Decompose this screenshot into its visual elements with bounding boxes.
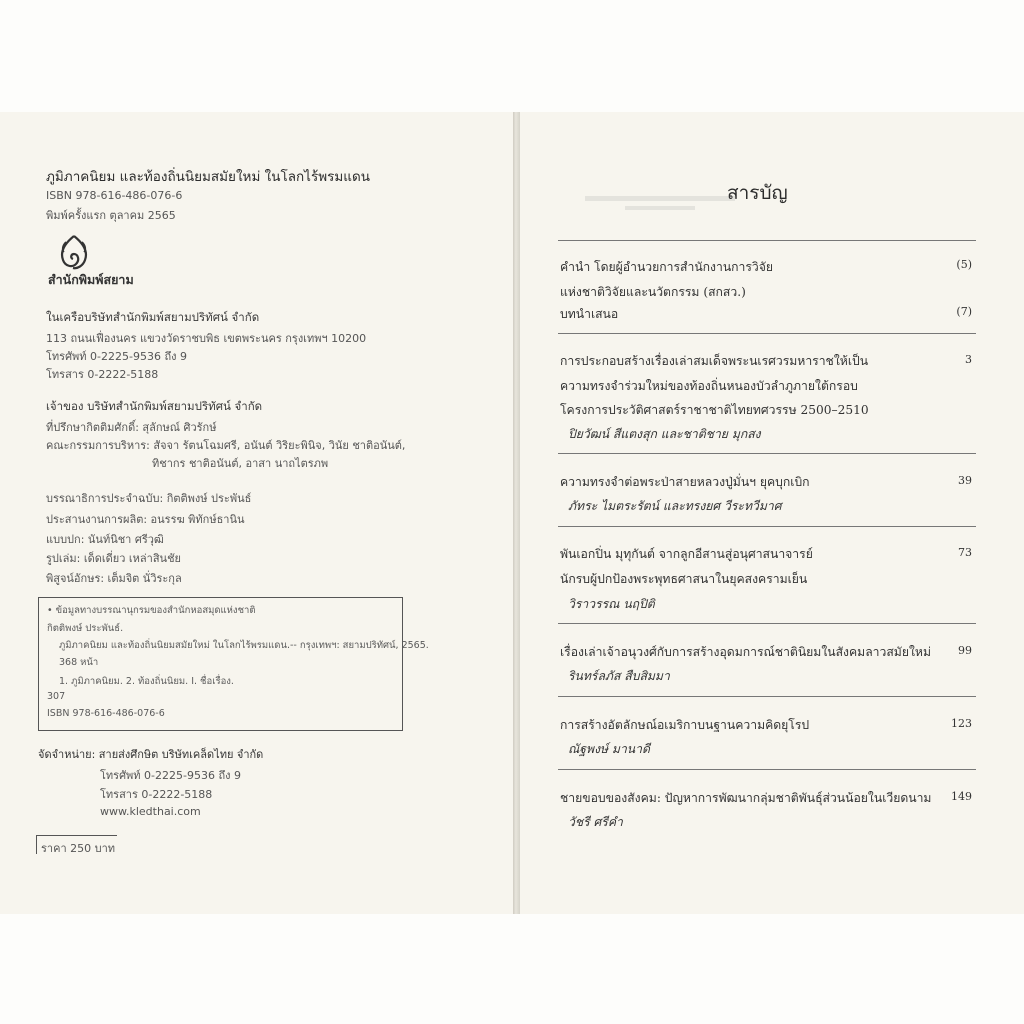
book-title: ภูมิภาคนิยม และท้องถิ่นนิยมสมัยใหม่ ในโลกไร้พรมแดน xyxy=(46,169,370,185)
toc-divider xyxy=(558,526,976,527)
edition: พิมพ์ครั้งแรก ตุลาคม 2565 xyxy=(46,209,176,222)
toc-entry-title-line: แห่งชาติวิจัยและนวัตกรรม (สกสว.) xyxy=(560,285,746,299)
price: ราคา 250 บาท xyxy=(41,842,116,855)
fax: โทรสาร 0-2222-5188 xyxy=(46,368,159,381)
committee-line-2: ทิชากร ชาติอนันต์, อาสา นาถไตรภพ xyxy=(152,457,329,470)
toc-entry-title-line: พันเอกปิ่น มุทุกันต์ จากลูกอีสานสู่อนุศาสนาจารย์ xyxy=(560,547,813,561)
layout-designer: รูปเล่ม: เด็ดเดี่ยว เหล่าสินชัย xyxy=(46,552,181,565)
editor: บรรณาธิการประจำฉบับ: กิตติพงษ์ ประพันธ์ xyxy=(46,492,252,505)
distributor-phone: โทรศัพท์ 0-2225-9536 ถึง 9 xyxy=(100,769,241,782)
distributor: จัดจำหน่าย: สายส่งศึกษิต บริษัทเคล็ดไทย จำกัด xyxy=(38,748,264,761)
cip-author: กิตติพงษ์ ประพันธ์. xyxy=(47,623,124,634)
toc-entry-author: ณัฐพงษ์ มานาดี xyxy=(568,742,650,756)
owner: เจ้าของ บริษัทสำนักพิมพ์สยามปริทัศน์ จำกัด xyxy=(46,399,263,413)
cip-title: • ข้อมูลทางบรรณานุกรมของสำนักหอสมุดแห่งชาติ xyxy=(47,605,256,616)
toc-entry-page: 3 xyxy=(965,353,972,366)
cip-subjects: 1. ภูมิภาคนิยม. 2. ท้องถิ่นนิยม. I. ชื่อเรื่อง. xyxy=(59,676,234,687)
toc-entry-title-line: เรื่องเล่าเจ้าอนุวงศ์กับการสร้างอุดมการณ์ชาตินิยมในสังคมลาวสมัยใหม่ xyxy=(560,645,931,659)
toc-entry-author: วัชรี ศรีคำ xyxy=(568,815,623,829)
publisher-emblem-icon xyxy=(46,232,176,286)
cover-designer: แบบปก: นันท์นิชา ศรีวุฒิ xyxy=(46,533,164,546)
toc-divider xyxy=(558,453,976,454)
phone: โทรศัพท์ 0-2225-9536 ถึง 9 xyxy=(46,350,187,363)
toc-entry-title-line: การประกอบสร้างเรื่องเล่าสมเด็จพระนเรศวรมหาราชให้เป็น xyxy=(560,354,869,368)
proofreader: พิสูจน์อักษร: เต็มจิต นั่วิระกุล xyxy=(46,572,182,585)
toc-entry-page: 73 xyxy=(958,546,972,559)
toc-entry-author: รินทร์ลภัส สืบสิมมา xyxy=(568,669,670,683)
cip-book: ภูมิภาคนิยม และท้องถิ่นนิยมสมัยใหม่ ในโลกไร้พรมแดน.-- กรุงเทพฯ: สยามปริทัศน์, 2565. xyxy=(59,640,429,651)
toc-divider xyxy=(558,769,976,770)
isbn: ISBN 978-616-486-076-6 xyxy=(46,189,183,202)
toc-entry-title-line: ชายขอบของสังคม: ปัญหาการพัฒนากลุ่มชาติพันธุ์ส่วนน้อยในเวียดนาม xyxy=(560,791,932,805)
cip-data-box xyxy=(38,597,429,731)
toc-entry-page: 123 xyxy=(951,717,972,730)
cip-isbn: ISBN 978-616-486-076-6 xyxy=(47,708,165,719)
show-through-smudge xyxy=(585,190,735,214)
toc-divider xyxy=(558,333,976,334)
toc-entry-page: 39 xyxy=(958,474,972,487)
cip-pages: 368 หน้า xyxy=(59,657,99,668)
toc-divider xyxy=(558,696,976,697)
toc-heading: สารบัญ xyxy=(727,182,788,204)
toc-entry-page: (5) xyxy=(956,258,972,271)
toc-entry-author: ภัทระ ไมตระรัตน์ และทรงยศ วีระทวีมาศ xyxy=(568,499,782,513)
toc-divider xyxy=(558,240,976,241)
network: ในเครือบริษัทสำนักพิมพ์สยามปริทัศน์ จำกัด xyxy=(46,310,260,324)
book-gutter xyxy=(513,112,520,914)
toc-entry-title-line: การสร้างอัตลักษณ์อเมริกาบนฐานความคิดยุโรป xyxy=(560,718,810,732)
website: www.kledthai.com xyxy=(100,805,201,818)
publisher-logo xyxy=(46,232,176,286)
toc-entry-title-line: คำนำ โดยผู้อำนวยการสำนักงานการวิจัย xyxy=(560,260,774,274)
toc-entry-page: 99 xyxy=(958,644,972,657)
production-coordinator: ประสานงานการผลิต: อนรรฆ พิทักษ์ธานิน xyxy=(46,513,245,526)
logo-text: สำนักพิมพ์สยาม xyxy=(48,272,134,286)
distributor-fax: โทรสาร 0-2222-5188 xyxy=(100,788,213,801)
toc-entry-author: ปิยวัฒน์ สีแตงสุก และชาติชาย มุกสง xyxy=(568,427,761,441)
toc-entry-page: (7) xyxy=(956,305,972,318)
cip-class: 307 xyxy=(47,691,66,702)
toc-entry-title-line: บทนำเสนอ xyxy=(560,307,619,321)
address: 113 ถนนเฟื่องนคร แขวงวัดราชบพิธ เขตพระนคร กรุงเทพฯ 10200 xyxy=(46,332,367,345)
toc-entry-title-line: นักรบผู้ปกป้องพระพุทธศาสนาในยุคสงครามเย็น xyxy=(560,572,808,586)
price-box xyxy=(36,835,117,854)
toc-entry-author: วิราวรรณ นฤปิติ xyxy=(568,597,655,611)
toc-entry-page: 149 xyxy=(951,790,972,803)
advisor: ที่ปรึกษากิตติมศักดิ์: สุลักษณ์ ศิวรักษ์ xyxy=(46,421,217,434)
toc-divider xyxy=(558,623,976,624)
toc-entry-title-line: ความทรงจำต่อพระป่าสายหลวงปู่มั่นฯ ยุคบุกเบิก xyxy=(560,475,810,489)
toc-entry-title-line: ความทรงจำร่วมใหม่ของท้องถิ่นหนองบัวลำภูภายใต้กรอบ xyxy=(560,379,858,393)
toc-entry-title-line: โครงการประวัติศาสตร์ราชาชาติไทยทศวรรษ 2500–2510 xyxy=(560,403,869,417)
committee-line-1: คณะกรรมการบริหาร: สัจจา รัตนโฉมศรี, อนันต์ วิริยะพินิจ, วินัย ชาติอนันต์, xyxy=(46,439,406,452)
